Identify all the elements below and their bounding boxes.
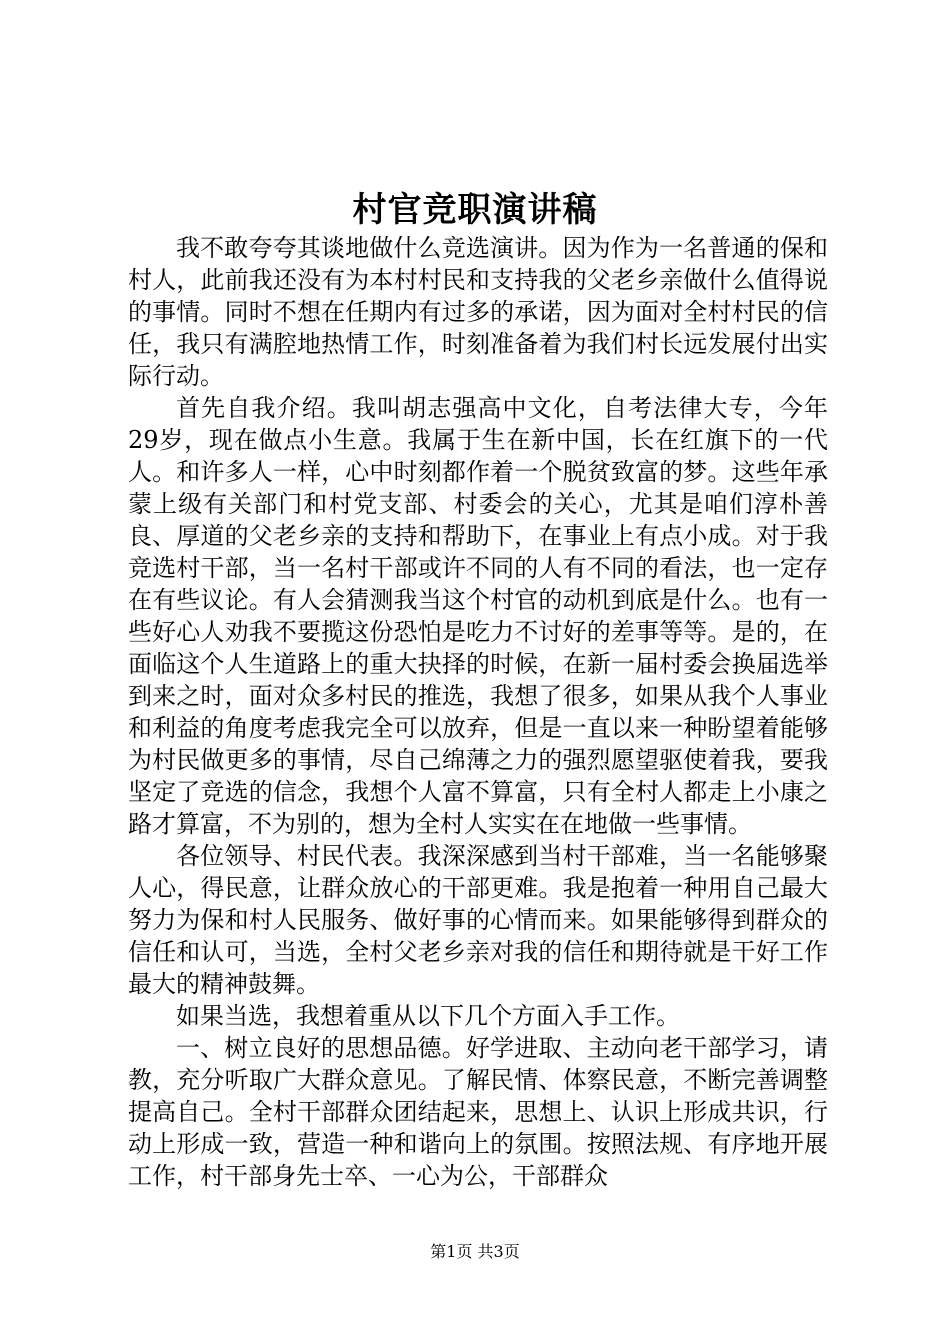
page-number-footer: 第1页 共3页	[430, 1242, 520, 1261]
paragraph: 我不敢夸夸其谈地做什么竞选演讲。因为作为一名普通的保和村人，此前我还没有为本村村民和支持我的父老乡亲做什么值得说的事情。同时不想在任期内有过多的承诺，因为面对全村村民的信任，我只有满腔地热情工作，时刻准备着为我们村长远发展付出实际行动。	[128, 234, 828, 390]
paragraph: 各位领导、村民代表。我深深感到当村干部难，当一名能够聚人心，得民意，让群众放心的干部更难。我是抱着一种用自己最大努力为保和村人民服务、做好事的心情而来。如果能够得到群众的信任和认可，当选，全村父老乡亲对我的信任和期待就是干好工作最大的精神鼓舞。	[128, 842, 828, 998]
paragraph: 一、树立良好的思想品德。好学进取、主动向老干部学习，请教，充分听取广大群众意见。了解民情、体察民意，不断完善调整提高自己。全村干部群众团结起来，思想上、认识上形成共识，行动上形成一致，营造一种和谐向上的氛围。按照法规、有序地开展工作，村干部身先士卒、一心为公，干部群众	[128, 1034, 828, 1190]
page-title: 村官竞职演讲稿	[352, 190, 598, 230]
paragraph: 如果当选，我想着重从以下几个方面入手工作。	[176, 1002, 680, 1030]
paragraph: 首先自我介绍。我叫胡志强高中文化，自考法律大专，今年29岁，现在做点小生意。我属于生在新中国，长在红旗下的一代人。和许多人一样，心中时刻都作着一个脱贫致富的梦。这些年承蒙上级有关部门和村党支部、村委会的关心，尤其是咱们淳朴善良、厚道的父老乡亲的支持和帮助下，在事业上有点小成。对于我竞选村干部，当一名村干部或许不同的人有不同的看法，也一定存在有些议论。有人会猜测我当这个村官的动机到底是什么。也有一些好心人劝我不要揽这份恐怕是吃力不讨好的差事等等。是的，在面临这个人生道路上的重大抉择的时候，在新一届村委会换届选举到来之时，面对众多村民的推选，我想了很多，如果从我个人事业和利益的角度考虑我完全可以放弃，但是一直以来一种盼望着能够为村民做更多的事情，尽自己绵薄之力的强烈愿望驱使着我，要我坚定了竞选的信念，我想个人富不算富，只有全村人都走上小康之路才算富，不为别的，想为全村人实实在在地做一些事情。	[128, 394, 828, 838]
document-body	[128, 232, 828, 1192]
